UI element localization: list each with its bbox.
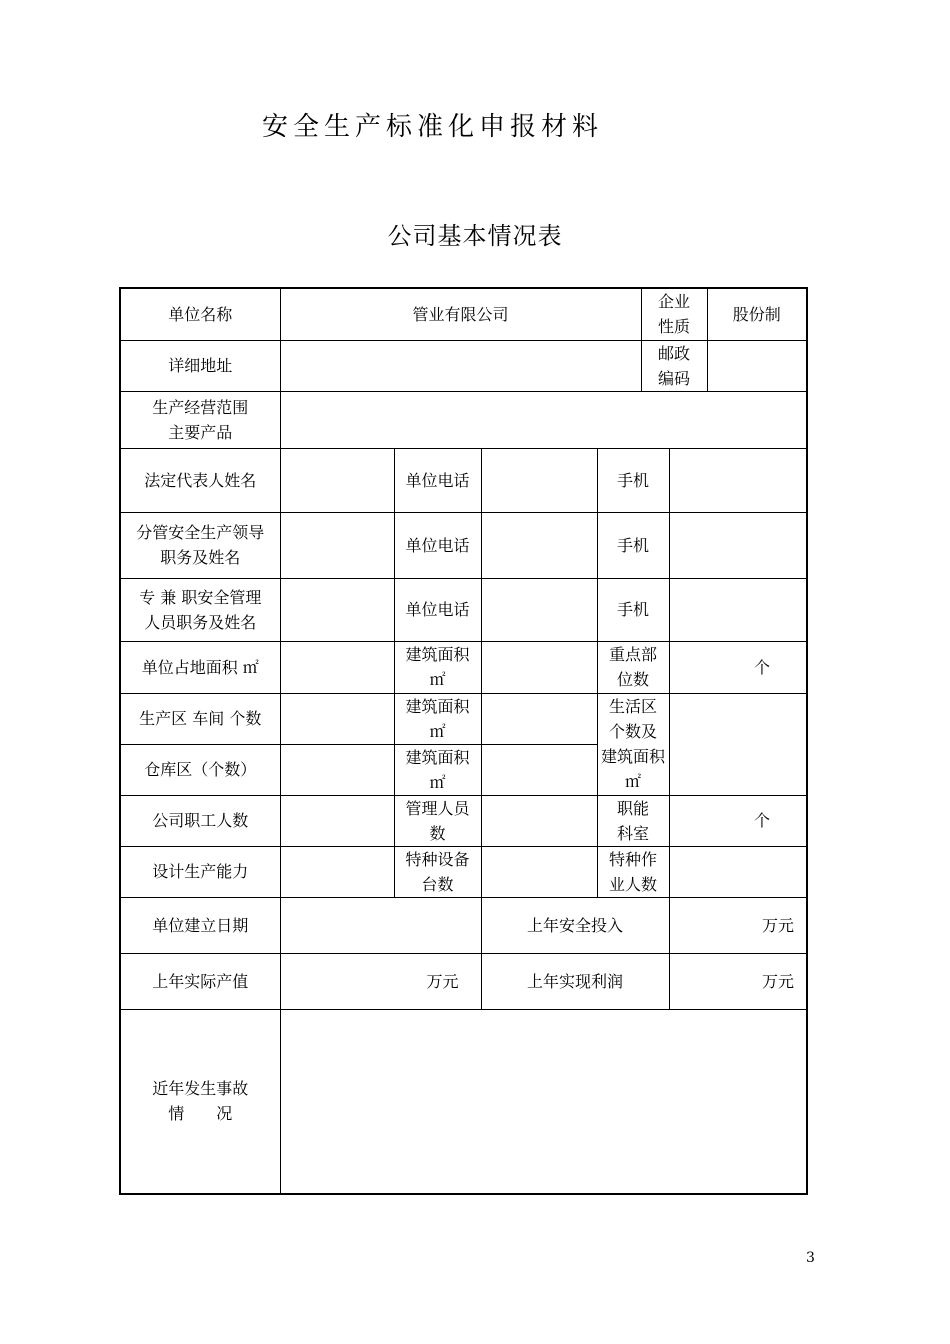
building-area-1-value[interactable] (481, 641, 597, 693)
mobile-1-value[interactable] (669, 448, 807, 512)
label-unit-phone-2: 单位电话 (394, 512, 481, 578)
label-legal-rep: 法定代表人姓名 (120, 448, 280, 512)
label-founding-date: 单位建立日期 (120, 897, 280, 953)
output-value-unit[interactable]: 万元 (280, 953, 481, 1009)
form-title: 公司基本情况表 (387, 222, 563, 250)
business-scope-value[interactable] (280, 391, 807, 448)
label-enterprise-nature-line1: 企业 (658, 292, 691, 312)
label-accidents-line1: 近年发生事故 (152, 1079, 249, 1099)
production-zone-value[interactable] (280, 693, 394, 744)
label-staff-count: 公司职工人数 (120, 795, 280, 846)
label-special-eq-line2: 台数 (421, 874, 454, 894)
label-living-line2: 个数及 (609, 722, 658, 741)
label-scope-line2: 主要产品 (168, 422, 233, 442)
label-safety-mgr-line2: 人员职务及姓名 (144, 612, 257, 632)
label-key-parts-line2: 位数 (617, 670, 650, 689)
label-accidents (120, 1009, 280, 1194)
profit-unit[interactable]: 万元 (669, 953, 807, 1009)
postal-code-value[interactable] (707, 340, 807, 391)
label-enterprise-nature-line2: 性质 (658, 317, 691, 337)
label-land-area: 单位占地面积 ㎡ (120, 641, 280, 693)
legal-rep-value[interactable] (280, 448, 394, 512)
safety-investment-unit[interactable]: 万元 (669, 897, 807, 953)
header-title: 安全生产标准化申报材料 (262, 112, 604, 142)
land-area-value[interactable] (280, 641, 394, 693)
label-special-op-line2: 业人数 (609, 874, 658, 894)
label-mobile-2: 手机 (597, 512, 669, 578)
label-safety-leader-line1: 分管安全生产领导 (136, 523, 265, 542)
label-building-area-1-line1: 建筑面积 (405, 645, 470, 664)
label-accidents-line2: 情 况 (168, 1104, 233, 1124)
founding-date-value[interactable] (280, 897, 481, 953)
unit-phone-2-value[interactable] (481, 512, 597, 578)
label-func-line1: 职能 (617, 798, 650, 818)
unit-phone-3-value[interactable] (481, 578, 597, 641)
safety-manager-value[interactable] (280, 578, 394, 641)
label-key-parts (597, 641, 669, 693)
company-info-table (119, 287, 808, 1195)
label-unit-phone-1: 单位电话 (394, 448, 481, 512)
label-safety-leader-line2: 职务及姓名 (160, 548, 241, 567)
label-safety-manager (120, 578, 280, 641)
key-parts-unit[interactable]: 个 (669, 641, 807, 693)
mobile-3-value[interactable] (669, 578, 807, 641)
label-mobile-1: 手机 (597, 448, 669, 512)
label-building-area-3 (394, 744, 481, 795)
label-building-area-1-line2: ㎡ (429, 670, 446, 689)
label-safety-leader (120, 512, 280, 578)
safety-leader-value[interactable] (280, 512, 394, 578)
label-special-op-line1: 特种作 (609, 849, 658, 869)
label-unit-phone-3: 单位电话 (394, 578, 481, 641)
building-area-3-value[interactable] (481, 744, 597, 795)
label-func-line2: 科室 (617, 823, 650, 843)
label-production-zone: 生产区 车间 个数 (120, 693, 280, 744)
label-profit: 上年实现利润 (481, 953, 669, 1009)
label-building-area-2-line2: ㎡ (429, 721, 446, 741)
label-scope-line1: 生产经营范围 (152, 397, 249, 417)
label-building-area-3-line2: ㎡ (429, 772, 446, 792)
label-building-area-2-line1: 建筑面积 (405, 696, 470, 716)
label-living-line3: 建筑面积 (601, 747, 666, 766)
staff-count-value[interactable] (280, 795, 394, 846)
functional-depts-unit[interactable]: 个 (669, 795, 807, 846)
building-area-2-value[interactable] (481, 693, 597, 744)
mobile-2-value[interactable] (669, 512, 807, 578)
unit-phone-1-value[interactable] (481, 448, 597, 512)
label-unit-name: 单位名称 (120, 288, 280, 340)
label-managers (394, 795, 481, 846)
label-design-capacity: 设计生产能力 (120, 846, 280, 897)
label-enterprise-nature (641, 288, 707, 340)
label-warehouse: 仓库区（个数） (120, 744, 280, 795)
special-operators-value[interactable] (669, 846, 807, 897)
label-key-parts-line1: 重点部 (609, 645, 658, 664)
label-living-line4: ㎡ (625, 772, 642, 791)
label-output-value: 上年实际产值 (120, 953, 280, 1009)
unit-name-value[interactable]: 管业有限公司 (280, 288, 641, 340)
warehouse-value[interactable] (280, 744, 394, 795)
address-value[interactable] (280, 340, 641, 391)
label-business-scope (120, 391, 280, 448)
label-postal-line1: 邮政 (658, 343, 691, 363)
design-capacity-value[interactable] (280, 846, 394, 897)
label-functional-depts (597, 795, 669, 846)
accidents-value[interactable] (280, 1009, 807, 1194)
label-living-zone (597, 693, 669, 795)
enterprise-nature-value[interactable]: 股份制 (707, 288, 807, 340)
label-managers-line1: 管理人员 (405, 798, 470, 818)
label-building-area-1 (394, 641, 481, 693)
label-safety-investment: 上年安全投入 (481, 897, 669, 953)
label-special-equipment (394, 846, 481, 897)
managers-value[interactable] (481, 795, 597, 846)
label-living-line1: 生活区 (609, 697, 658, 716)
label-postal-line2: 编码 (658, 368, 691, 388)
label-managers-line2: 数 (429, 823, 446, 843)
label-building-area-3-line1: 建筑面积 (405, 747, 470, 767)
label-postal-code (641, 340, 707, 391)
page-number: 3 (806, 1250, 815, 1266)
label-mobile-3: 手机 (597, 578, 669, 641)
label-safety-mgr-line1: 专 兼 职安全管理 (139, 587, 262, 607)
living-zone-value[interactable] (669, 693, 807, 795)
label-address: 详细地址 (120, 340, 280, 391)
label-building-area-2 (394, 693, 481, 744)
special-equipment-value[interactable] (481, 846, 597, 897)
label-special-eq-line1: 特种设备 (405, 849, 470, 869)
label-special-operators (597, 846, 669, 897)
